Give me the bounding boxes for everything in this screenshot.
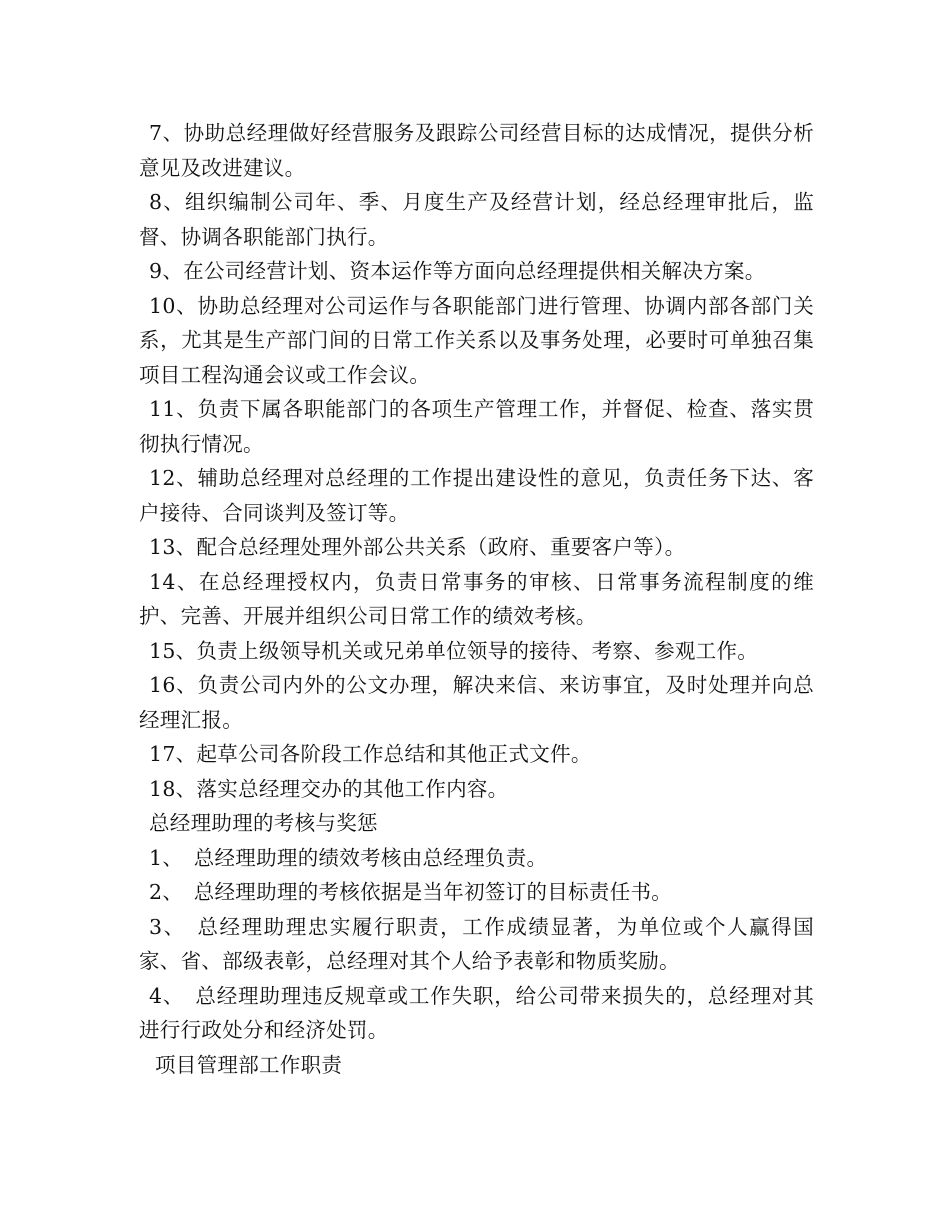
duty-item-10: 10、协助总经理对公司运作与各职能部门进行管理、协调内部各部门关系，尤其是生产部门间的日常工作关系以及事务处理，必要时可单独召集项目工程沟通会议或工作会议。 [139,293,814,387]
duty-item-16: 16、负责公司内外的公文办理，解决来信、来访事宜，及时处理并向总经理汇报。 [139,673,814,732]
duty-item-17: 17、起草公司各阶段工作总结和其他正式文件。 [149,742,592,766]
assessment-item-2: 2、 总经理助理的考核依据是当年初签订的目标责任书。 [149,880,673,904]
duty-item-13: 13、配合总经理处理外部公共关系（政府、重要客户等）。 [149,535,686,559]
duty-item-11: 11、负责下属各职能部门的各项生产管理工作，并督促、检查、落实贯彻执行情况。 [139,397,814,456]
duty-item-18: 18、落实总经理交办的其他工作内容。 [149,776,509,801]
duty-item-14: 14、在总经理授权内，负责日常事务的审核、日常事务流程制度的维护、完善、开展并组织公司日常工作的绩效考核。 [139,569,814,628]
document-body [139,116,814,1082]
section-heading-project-dept: 项目管理部工作职责 [155,1052,343,1077]
duty-item-7: 7、协助总经理做好经营服务及跟踪公司经营目标的达成情况，提供分析意见及改进建议。 [139,121,814,180]
duty-item-15: 15、负责上级领导机关或兄弟单位领导的接待、考察、参观工作。 [149,638,759,663]
assessment-item-1: 1、 总经理助理的绩效考核由总经理负责。 [149,845,548,870]
assessment-item-4: 4、 总经理助理违反规章或工作失职，给公司带来损失的，总经理对其进行行政处分和经济处罚。 [139,983,814,1042]
section-heading-assessment: 总经理助理的考核与奖惩 [149,811,378,835]
duty-item-9: 9、在公司经营计划、资本运作等方面向总经理提供相关解决方案。 [149,259,766,283]
assessment-item-3: 3、 总经理助理忠实履行职责，工作成绩显著，为单位或个人赢得国家、省、部级表彰，总经理对其个人给予表彰和物质奖励。 [139,914,814,973]
duty-item-12: 12、辅助总经理对总经理的工作提出建设性的意见，负责任务下达、客户接待、合同谈判及签订等。 [139,466,814,525]
duty-item-8: 8、组织编制公司年、季、月度生产及经营计划，经总经理审批后，监督、协调各职能部门执行。 [139,190,814,249]
